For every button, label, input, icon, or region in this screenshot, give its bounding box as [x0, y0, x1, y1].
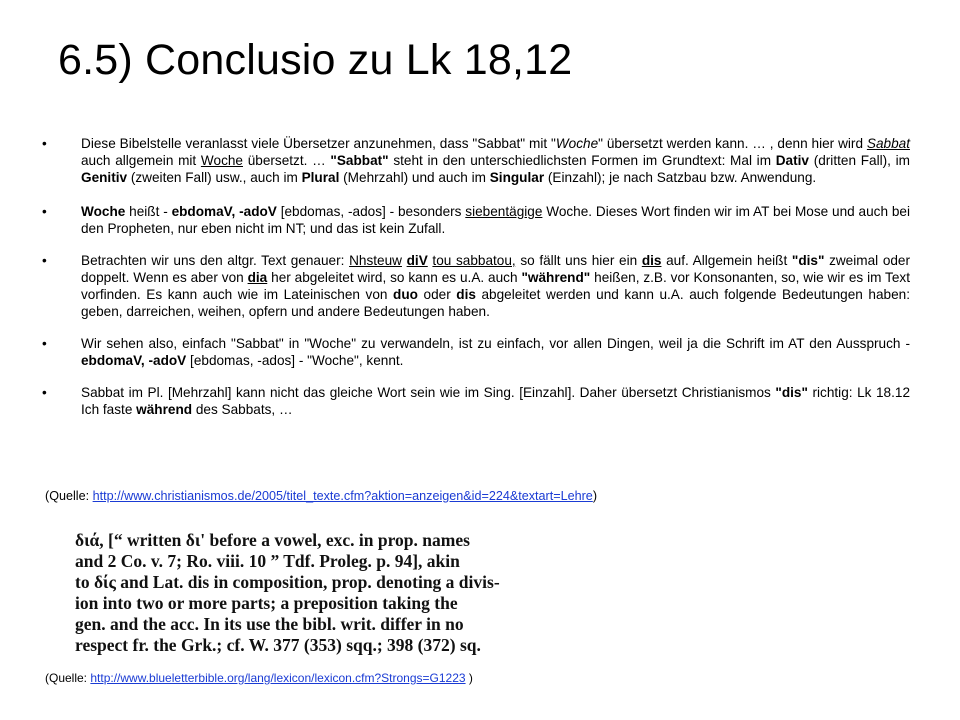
lexicon-line: gen. and the acc. In its use the bibl. writ. differ in no: [75, 614, 464, 634]
source-citation-1: [45, 489, 597, 503]
text: " übersetzt werden kann. … , denn hier wird: [598, 136, 867, 151]
text: richtig: Lk 18.12 Ich faste: [81, 385, 911, 417]
text-bold: Genitiv: [81, 170, 128, 185]
bullet-dot: •: [42, 136, 47, 151]
bullet-item-2: [40, 203, 910, 237]
text: [ebdomas, -ados] - "Woche", kennt.: [186, 353, 404, 368]
text-bold: "Sabbat": [330, 153, 389, 168]
source-suffix: ): [465, 671, 473, 685]
lexicon-line: and 2 Co. v. 7; Ro. viii. 10 ” Tdf. Proleg. p. 94], akin: [75, 551, 460, 571]
text: so fällt uns hier ein: [515, 253, 642, 268]
bullet-dot: •: [42, 204, 47, 219]
lexicon-line: to δίς and Lat. dis in composition, prop. denoting a divis-: [75, 572, 500, 592]
text: her abgeleitet wird, so kann es u.A. auch: [267, 270, 522, 285]
text: Wir sehen also, einfach "Sabbat" in "Woche" zu verwandeln, ist zu einfach, vor allen Dingen, weil ja die Schrift im AT den Ausspruch -: [81, 336, 910, 351]
text: zweimal oder doppelt. Wenn es aber von: [81, 253, 911, 285]
text-bold: "dis": [775, 385, 808, 400]
lexicon-line: respect fr. the Grk.; cf. W. 377 (353) sqq.; 398 (372) sq.: [75, 635, 481, 655]
bullet-item-4: [40, 335, 910, 369]
greek-term: ebdomaV, -adoV: [171, 204, 277, 219]
text-bold: "dis": [791, 253, 825, 268]
text-bold: während: [136, 402, 193, 417]
greek-phrase-bold: diV: [406, 253, 428, 268]
text: übersetzt. …: [242, 153, 331, 168]
greek-term: ebdomaV, -adoV: [81, 353, 187, 368]
bullet-item-5: [40, 384, 910, 418]
bullet-dot: •: [42, 253, 47, 268]
text: Woche. Dieses Wort finden wir im AT bei Mose und auch bei den Propheten, nur eben nicht im NT; und das ist kein Zufall.: [81, 204, 910, 236]
source-link-blueletterbible[interactable]: http://www.blueletterbible.org/lang/lexicon/lexicon.cfm?Strongs=G1223: [90, 671, 466, 685]
text-bold: Singular: [489, 170, 545, 185]
text-bold: "während": [521, 270, 591, 285]
text-underlined: Woche: [200, 153, 243, 168]
text-bold: Woche: [81, 204, 126, 219]
text: auf. Allgemein heißt: [661, 253, 792, 268]
bullet-list: [40, 135, 910, 433]
text: (zweiten Fall) usw., auch im: [127, 170, 302, 185]
text: abgeleitet werden und kann u.A. auch folgende Bedeutungen haben: geben, darreichen, weihen, opfern und andere Bedeutungen haben.: [81, 287, 910, 319]
source-citation-2: [45, 671, 473, 685]
slide-title: 6.5) Conclusio zu Lk 18,12: [58, 36, 573, 84]
text: des Sabbats, …: [192, 402, 293, 417]
text-bold-underlined: dia: [247, 270, 268, 285]
text: heißen, z.B. vor Konsonanten, so, wie wir es im Text vorfinden. Es kann auch wie im Lateinischen von: [81, 270, 910, 302]
text-bold: Plural: [301, 170, 340, 185]
source-prefix: (Quelle:: [45, 671, 91, 685]
text-bold-underlined: dis: [641, 253, 662, 268]
bullet-item-3: [40, 252, 910, 320]
text: (Einzahl); je nach Satzbau bzw. Anwendung.: [544, 170, 817, 185]
text-underlined: siebentägige: [465, 204, 543, 219]
bullet-item-1: [40, 135, 910, 186]
text: [ebdomas, -ados] - besonders: [276, 204, 466, 219]
lexicon-line: διά, [“ written δι' before a vowel, exc. in prop. names: [75, 530, 470, 550]
text: oder: [417, 287, 457, 302]
source-link-christianismos[interactable]: http://www.christianismos.de/2005/titel_texte.cfm?aktion=anzeigen&id=224&textart=Lehre: [92, 489, 593, 503]
text: steht in den unterschiedlichsten Formen im Grundtext: Mal im: [388, 153, 776, 168]
text-bold: duo: [393, 287, 418, 302]
greek-phrase: tou sabbatou,: [432, 253, 516, 268]
bullet-dot: •: [42, 385, 47, 400]
bullet-dot: •: [42, 336, 47, 351]
text: Sabbat im Pl. [Mehrzahl] kann nicht das gleiche Wort sein wie im Sing. [Einzahl]. Daher übersetzt Christianismos: [81, 385, 776, 400]
source-suffix: ): [592, 489, 598, 503]
text-bold: dis: [456, 287, 476, 302]
lexicon-excerpt-image: [75, 530, 505, 660]
text: Betrachten wir uns den altgr. Text genauer:: [81, 253, 350, 268]
source-prefix: (Quelle:: [45, 489, 93, 503]
text: (dritten Fall), im: [808, 153, 910, 168]
greek-phrase: Nhsteuw: [349, 253, 402, 268]
text-italic: Woche: [555, 136, 599, 151]
text: Diese Bibelstelle veranlasst viele Übersetzer anzunehmen, dass "Sabbat" mit ": [81, 136, 556, 151]
text-underlined: Sabbat: [866, 136, 910, 151]
text: (Mehrzahl) und auch im: [339, 170, 490, 185]
text: heißt -: [125, 204, 172, 219]
text: auch allgemein mit: [81, 153, 201, 168]
lexicon-line: ion into two or more parts; a preposition taking the: [75, 593, 458, 613]
text-bold: Dativ: [775, 153, 809, 168]
